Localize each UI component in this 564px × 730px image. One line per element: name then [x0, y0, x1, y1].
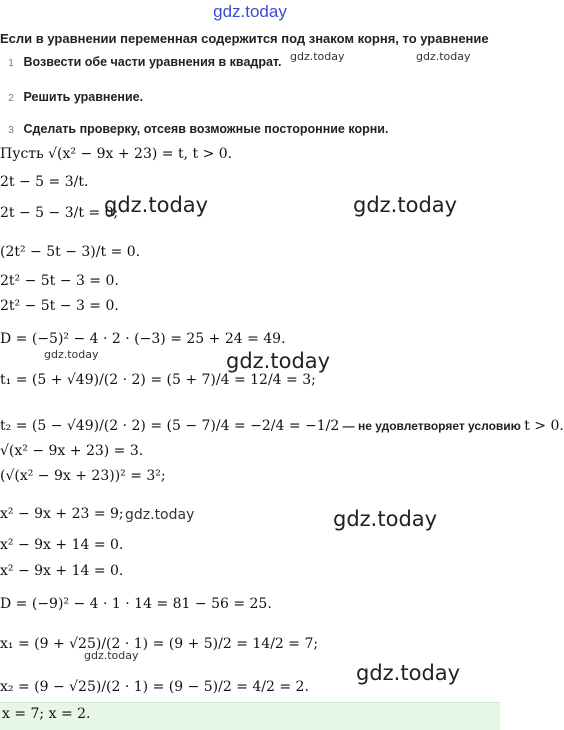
watermark: gdz.today [226, 349, 331, 373]
line-discriminant-x: D = (−9)² − 4 · 1 · 14 = 81 − 56 = 25. [0, 596, 272, 612]
line-root-t2: t₂ = (5 − √49)/(2 · 2) = (5 − 7)/4 = −2/4 = −1/2 [0, 418, 340, 434]
watermark: gdz.today [416, 50, 471, 63]
line-substitution: Пусть √(x² − 9x + 23) = t, t > 0. [0, 146, 233, 162]
watermark: gdz.today [104, 193, 209, 217]
line-common-denominator: (2t² − 5t − 3)/t = 0. [0, 244, 141, 260]
watermark: gdz.today [353, 193, 458, 217]
line-discriminant-t: D = (−5)² − 4 · 2 · (−3) = 25 + 24 = 49. [0, 331, 286, 347]
watermark: gdz.today [356, 661, 461, 685]
step-2 [2, 90, 143, 104]
step-text: Решить уравнение. [23, 90, 144, 104]
step-3 [2, 122, 388, 136]
line-quadratic-t-repeat: 2t² − 5t − 3 = 0. [0, 298, 119, 314]
line-root-t2-row [0, 417, 564, 435]
line-quadratic-x-repeat: x² − 9x + 14 = 0. [0, 563, 124, 579]
line-move-terms: 2t − 5 − 3/t = 0; [0, 205, 119, 221]
line-quadratic-x: x² − 9x + 14 = 0. [0, 537, 124, 553]
root-condition: t > 0. [524, 418, 564, 434]
line-equation-t: 2t − 5 = 3/t. [0, 174, 89, 190]
watermark: gdz.today [125, 507, 195, 523]
watermark: gdz.today [44, 348, 99, 361]
intro-text: Если в уравнении переменная содержится под знаком корня, то уравнение [0, 31, 489, 46]
line-root-x2: x₂ = (9 − √25)/(2 · 1) = (9 − 5)/2 = 4/2 = 2. [0, 679, 309, 695]
step-number: 3 [8, 125, 14, 136]
line-root-x1: x₁ = (9 + √25)/(2 · 1) = (9 + 5)/2 = 14/2 = 7; [0, 636, 319, 652]
line-square-both-sides: (√(x² − 9x + 23))² = 3²; [0, 468, 166, 484]
step-1 [2, 55, 281, 69]
watermark: gdz.today [333, 507, 438, 531]
line-back-substitution: √(x² − 9x + 23) = 3. [0, 443, 144, 459]
step-text: Сделать проверку, отсеяв возможные посторонние корни. [23, 122, 389, 136]
site-header: gdz.today [213, 2, 287, 21]
root-rejection-note: — не удовлетворяет условию [339, 419, 525, 433]
step-number: 1 [8, 58, 14, 69]
answer-line: x = 7; x = 2. [2, 706, 91, 722]
line-expanded: x² − 9x + 23 = 9; [0, 506, 124, 522]
step-text: Возвести обе части уравнения в квадрат. [23, 55, 282, 69]
line-root-t1: t₁ = (5 + √49)/(2 · 2) = (5 + 7)/4 = 12/4 = 3; [0, 372, 316, 388]
line-quadratic-t: 2t² − 5t − 3 = 0. [0, 273, 119, 289]
watermark: gdz.today [84, 649, 139, 662]
watermark: gdz.today [290, 50, 345, 63]
step-number: 2 [8, 93, 14, 104]
